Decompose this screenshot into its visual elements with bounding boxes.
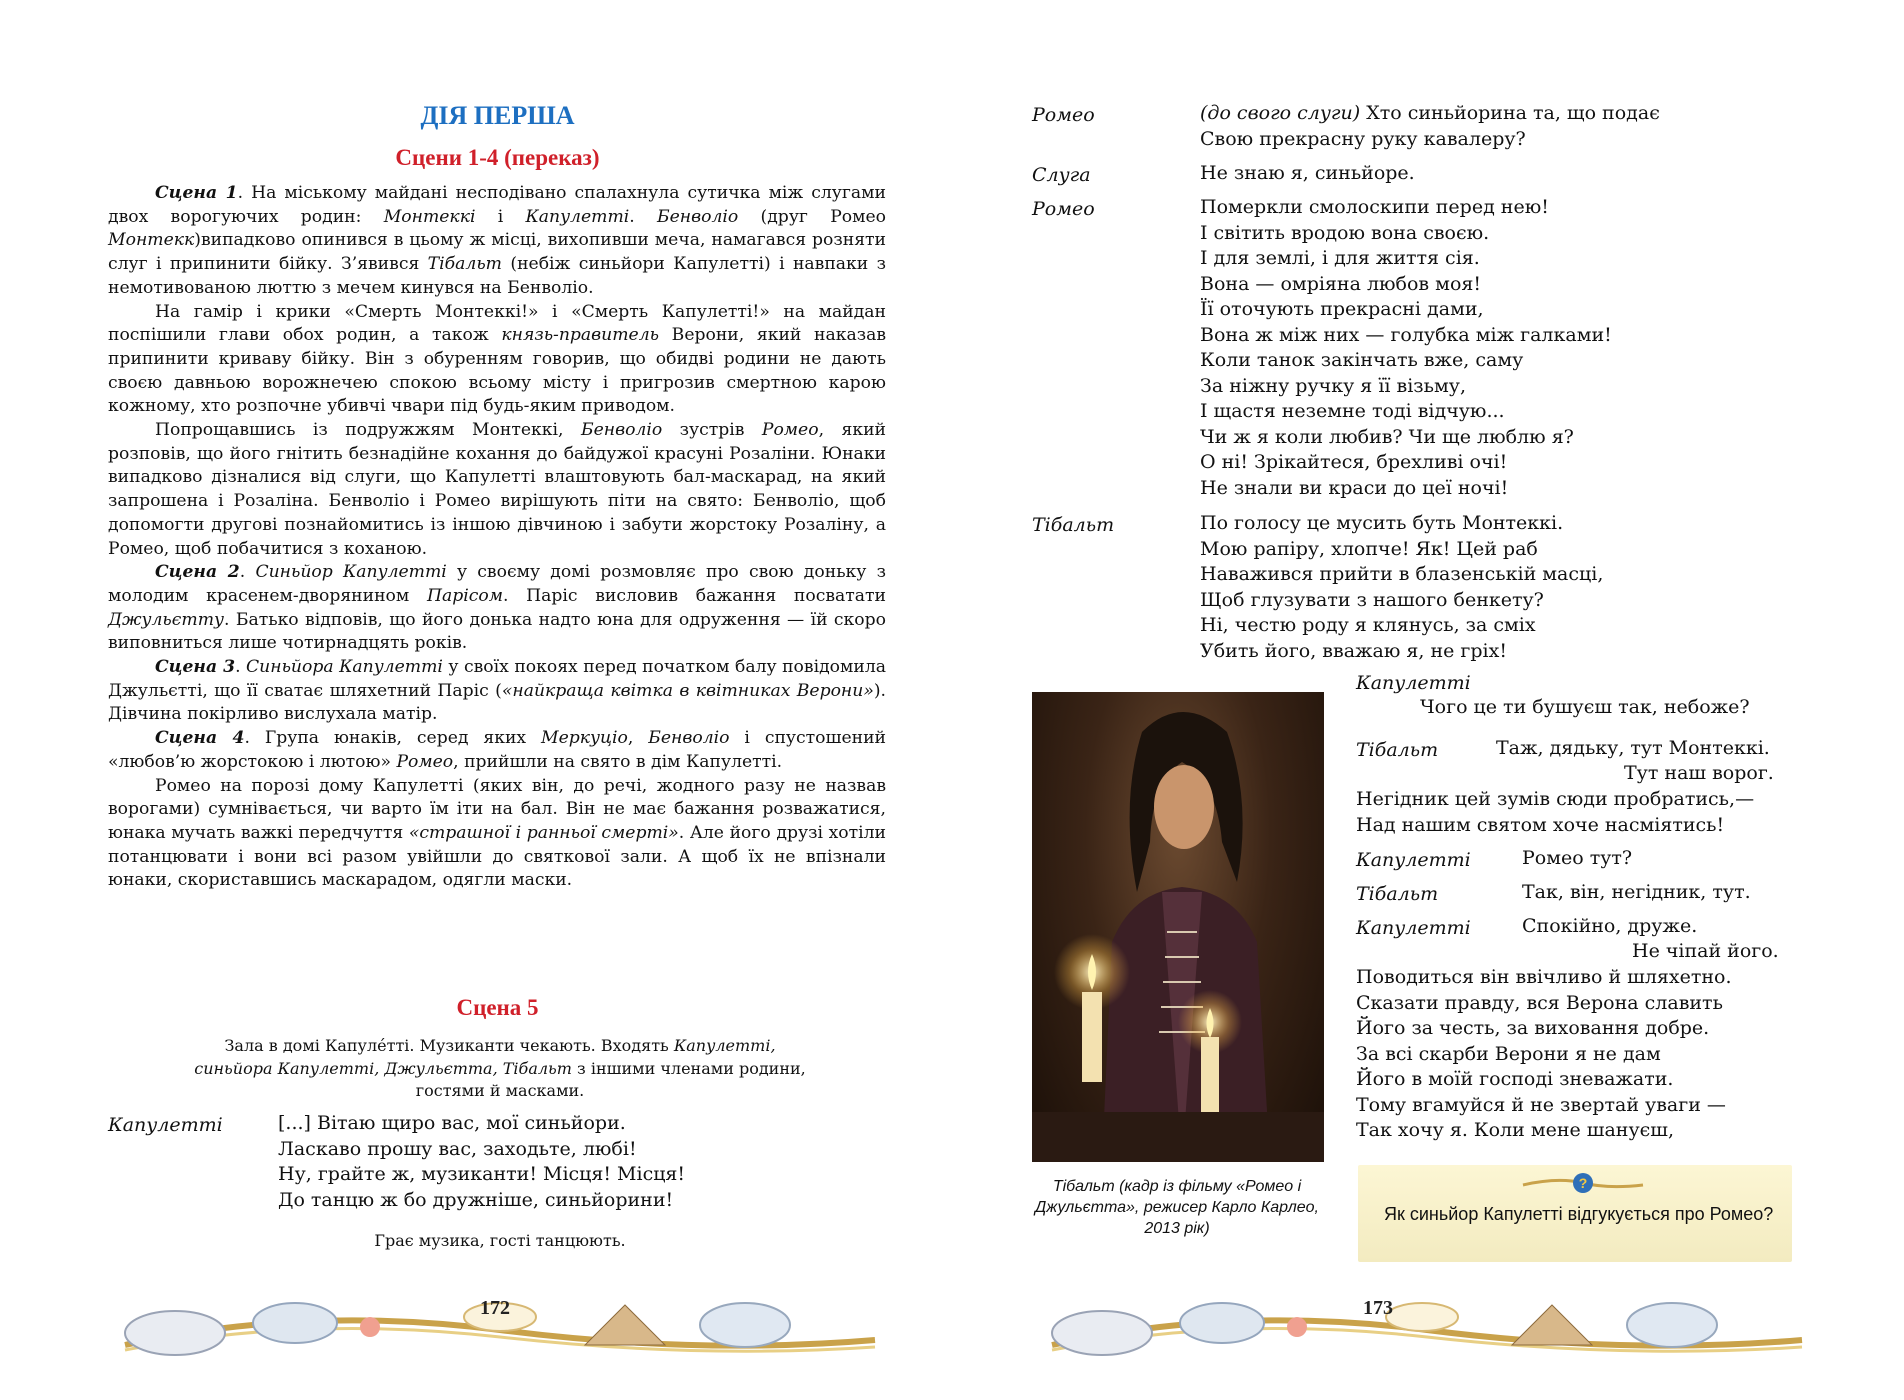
verse-line: Поводиться він ввічливо й шляхетно.: [1356, 966, 1732, 988]
verse-line: Ну, грайте ж, музиканти! Місця! Місця!: [278, 1163, 686, 1185]
verse-line: Сказати правду, вся Верона славить: [1356, 991, 1723, 1014]
speaker-tybalt-2: Тібальт: [1356, 739, 1439, 761]
verse-line: Мою рапіру, хлопче! Як! Цей раб: [1200, 537, 1538, 560]
prose-paragraph: Сцена 1. На міському майдані несподівано спалахнула сутичка між слугами двох ворогуючих родин: Монтеккі і Капулетті. Бенволіо (друг Ромео Монтекк)випадково опинився в цьому ж місці, вихопивши меча, намагався розняти слуг і припинити бійку. З’явився Тібальт (небіж синьйори Капулетті) і навпаки з немотивованою люттю з мечем кинувся на Бенволіо.: [108, 183, 886, 298]
capulet-text-2: Ромео тут?: [1522, 847, 1633, 869]
capulet-text-1: Чого це ти бушуєш так, небоже?: [1420, 696, 1750, 718]
question-mark-icon: [1518, 1171, 1648, 1195]
tybalt-line-3: [1522, 880, 1751, 906]
verse-line: Його в моїй господі зневажати.: [1356, 1068, 1674, 1090]
speaker-capulet: Капулетті: [108, 1114, 223, 1136]
speaker-servant: Слуга: [1032, 164, 1091, 186]
prose-paragraph: Сцена 3. Синьйора Капулетті у своїх покоях перед початком балу повідомила Джульєтті, що її сватає шляхетний Паріс («найкраща квітка в квітниках Верони»). Дівчина покірливо вислухала матір.: [108, 657, 887, 725]
verse-line: Ласкаво прошу вас, заходьте, любі!: [278, 1137, 637, 1160]
speaker-capulet-2: Капулетті: [1356, 849, 1471, 871]
verse-line: Чи ж я коли любив? Чи ще люблю я?: [1200, 425, 1574, 448]
prose-paragraph: Ромео на порозі дому Капулетті (яких він, до речі, жодного разу не назвав ворогами) сумнівається, чи варто їм іти на бал. Він не має бажання розважатися, юнака мучать важкі передчуття «страшної і ранньої смерті». Але його друзі хотіли потанцювати і вони всі разом увійшли до святкової зали. А щоб їх не впізнали юнаки, скориставшись маскарадом, одягли маски.: [108, 775, 886, 891]
capulet-line-3a: [1522, 914, 1697, 940]
stage-direction-line: гостями й масками.: [415, 1081, 585, 1100]
verse-line: Його за честь, за виховання добре.: [1356, 1017, 1710, 1039]
capulet-speech-3-rest: [1356, 965, 1731, 1144]
verse-line: Її оточують прекрасні дами,: [1200, 298, 1484, 320]
verse-line: І щастя неземне тоді відчую...: [1200, 400, 1505, 422]
tybalt-text-3: Так, він, негідник, тут.: [1522, 881, 1751, 903]
speaker-romeo: Ромео: [1032, 104, 1095, 126]
scene-5-title: Сцена 5: [456, 995, 539, 1020]
tybalt-line-2b: [1624, 761, 1774, 787]
verse-line: Ні, честю роду я клянусь, за сміх: [1200, 614, 1536, 636]
act-title: ДІЯ ПЕРША: [420, 101, 575, 130]
verse-line: Так хочу я. Коли мене шануєш,: [1356, 1119, 1674, 1141]
stage-direction-line: Зала в домі Капуле́тті. Музиканти чекають. Входять Капулетті,: [224, 1036, 776, 1055]
music-direction: Грає музика, гості танцюють.: [374, 1231, 626, 1250]
capulet-line-3b: [1632, 939, 1779, 965]
stage-direction: [150, 1035, 850, 1103]
verse-line: Наважився прийти в блазенській масці,: [1200, 563, 1604, 585]
verse-line: Вона ж між них — голубка між галками!: [1200, 323, 1612, 346]
verse-line: Померкли смолоскипи перед нею!: [1200, 196, 1549, 218]
right-page: [952, 0, 1904, 1400]
verse-line: До танцю ж бо дружніше, синьйорини!: [278, 1188, 674, 1211]
capulet-text-3b: Не чіпай його.: [1632, 940, 1779, 962]
tybalt-speech-1: [1200, 511, 1603, 664]
verse-line: Убить його, вважаю я, не гріх!: [1200, 639, 1507, 662]
speaker-capulet-3: Капулетті: [1356, 917, 1471, 939]
tybalt-text-2a: Таж, дядьку, тут Монтеккі.: [1496, 737, 1770, 759]
verse-line: І для землі, і для життя сія.: [1200, 247, 1480, 269]
stage-direction-line: синьйора Капулетті, Джульєтта, Тібальт з іншими членами родини,: [194, 1058, 806, 1078]
verse-line: Тому вгамуйся й не звертай уваги —: [1356, 1093, 1726, 1116]
rose-icon: [360, 1317, 380, 1337]
verse-line: Негідник цей зумів сюди пробратись,—: [1356, 788, 1755, 810]
verse-line: За всі скарби Верони я не дам: [1356, 1042, 1661, 1065]
verse-line: Коли танок закінчать вже, саму: [1200, 349, 1524, 371]
verse-line: За ніжну ручку я її візьму,: [1200, 374, 1466, 397]
tybalt-speech-2-rest: [1356, 787, 1754, 838]
verse-line: О ні! Зрікайтеся, брехливі очі!: [1200, 451, 1508, 473]
speaker-romeo-2: Ромео: [1032, 198, 1095, 220]
verse-line: Щоб глузувати з нашого бенкету?: [1200, 588, 1544, 611]
speaker-tybalt: Тібальт: [1032, 514, 1115, 536]
servant-text: Не знаю я, синьйоре.: [1200, 162, 1415, 184]
retelling-prose: [108, 182, 886, 893]
question-text: Як синьйор Капулетті відгукується про Ромео?: [1384, 1204, 1774, 1224]
verse-line: Не знали ви краси до цеї ночі!: [1200, 476, 1509, 499]
prose-paragraph: Сцена 4. Група юнаків, серед яких Меркуціо, Бенволіо і спустошений «любов’ю жорстокою і лютою» Ромео, прийшли на свято в дім Капулетті.: [108, 728, 887, 772]
prose-paragraph: Сцена 2. Синьйор Капулетті у своєму домі розмовляє про свою доньку з молодим красенем-дворянином Парісом. Паріс висловив бажання посватати Джульєтту. Батько відповів, що його донька надто юна для одруження — їй скоро виповниться лише чотирнадцять років.: [108, 562, 886, 654]
capulet-line-1: [1420, 695, 1750, 721]
speaker-tybalt-3: Тібальт: [1356, 883, 1439, 905]
prose-paragraph: На гамір і крики «Смерть Монтеккі!» і «Смерть Капулетті!» на майдан поспішили глави обох родин, а також князь-правитель Верони, який наказав припинити криваву бійку. Він з обуренням говорив, що обидві родини не дають своєю давньою ворожнечею спокою всьому місту і пригрозив смертною карою кожному, хто розпочне убивчі чвари під будь-яким приводом.: [108, 301, 886, 417]
tybalt-line-2a: [1496, 736, 1770, 762]
verse-line: [...] Вітаю щиро вас, мої синьйори.: [278, 1112, 626, 1134]
tybalt-text-2b: Тут наш ворог.: [1624, 762, 1774, 784]
verse-line: (до свого слуги) Хто синьйорина та, що подає: [1200, 102, 1660, 124]
svg-text:?: ?: [1578, 1175, 1588, 1191]
prose-paragraph: Попрощавшись із подружжям Монтеккі, Бенволіо зустрів Ромео, який розповів, що його гнітить безнадійне кохання до байдужої красуні Розаліни. Юнаки випадково дізналися від слуги, що Капулетті влаштовують бал-маскарад, на який запрошена і Розаліна. Бенволіо і Ромео вирішують піти на свято: Бенволіо, щоб допомогти другові познайомитись із іншою дівчиною і забути жорстоку Розаліну, а Ромео, щоб побачитися з коханою.: [108, 420, 886, 559]
question-box: [1358, 1165, 1792, 1262]
capulet-text-3a: Спокійно, друже.: [1522, 915, 1698, 937]
page-number-173: 173: [1363, 1297, 1393, 1319]
verse-line: І світить вродою вона своєю.: [1200, 221, 1490, 244]
romeo-speech-1: [1200, 101, 1660, 152]
page-number-172: 172: [480, 1297, 510, 1319]
verse-line: Свою прекрасну руку кавалеру?: [1200, 127, 1526, 150]
capulet-line-2: [1522, 846, 1632, 872]
ornament-border-right: [1032, 1285, 1822, 1365]
shell-icon: [700, 1303, 790, 1347]
photo-caption: Тібальт (кадр із фільму «Ромео і Джульєтта», режисер Карло Карлео, 2013 рік): [1035, 1178, 1319, 1237]
servant-line: [1200, 161, 1415, 187]
speaker-capulet-1: Капулетті: [1356, 672, 1471, 694]
capulet-speech: [278, 1111, 685, 1213]
romeo-speech-2: [1200, 195, 1612, 501]
verse-line: Вона — омріяна любов моя!: [1200, 272, 1482, 295]
verse-line: По голосу це мусить буть Монтеккі.: [1200, 512, 1564, 534]
scenes-1-4-title: Сцени 1-4 (переказ): [395, 145, 600, 170]
verse-line: Над нашим святом хоче насміятись!: [1356, 813, 1725, 836]
ship-icon: [585, 1305, 665, 1345]
tybalt-film-still: [1032, 692, 1324, 1162]
